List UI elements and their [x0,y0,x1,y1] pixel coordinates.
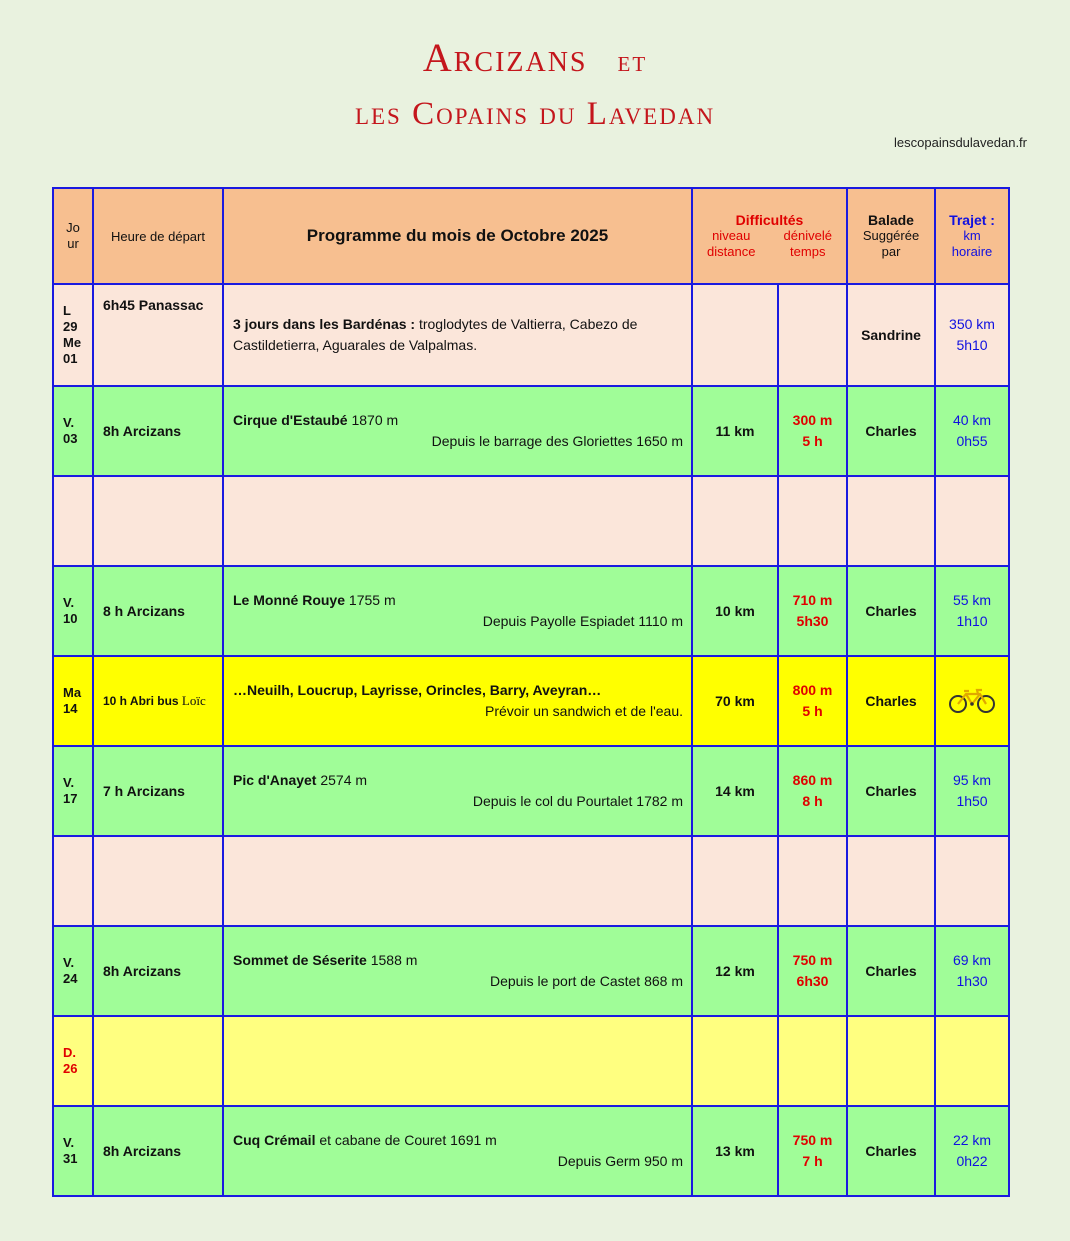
header-trajet-3: horaire [951,244,993,259]
balade-cell: Charles [847,746,935,836]
distance-cell: 13 km [692,1106,778,1196]
table-row [53,476,1009,566]
trajet-km: 69 km [952,952,992,968]
balade-cell: Charles [847,566,935,656]
title-et: et [617,45,648,78]
day-cell: V. 31 [53,1106,93,1196]
title-arcizans: Arcizans [422,35,588,80]
trajet-cell [935,1106,1009,1196]
denivele-cell [778,566,847,656]
temps-value: 8 h [802,793,823,809]
header-jour-1: Jo [66,220,80,235]
depart-cell [93,1016,223,1106]
depart-cell [93,476,223,566]
header-difficultes-label: Difficultés [735,212,804,228]
header-balade-3: par [881,244,901,259]
depart-cell: 8h Arcizans [93,1106,223,1196]
denivele-cell [778,1016,847,1106]
table-row [53,1106,1009,1196]
table-row [53,386,1009,476]
balade-cell: Sandrine [847,284,935,386]
day-cell: L 29 Me 01 [53,284,93,386]
trajet-cell [935,566,1009,656]
denivele-value: 800 m [792,682,833,698]
distance-cell [692,1016,778,1106]
denivele-cell [778,386,847,476]
table-row [53,656,1009,746]
denivele-value: 300 m [792,412,833,428]
header-trajet-2: km [963,228,981,243]
programme-detail: 1870 m [347,412,399,428]
header-difficultes [692,188,847,284]
programme-detail: 1588 m [366,952,418,968]
trajet-horaire: 1h30 [956,973,988,989]
programme-cell [223,476,692,566]
trajet-cell [935,386,1009,476]
programme-cell [223,1106,692,1196]
header-jour-2: ur [67,236,79,251]
depart-cell: 8h Arcizans [93,386,223,476]
depart-cell: 8 h Arcizans [93,566,223,656]
distance-cell [692,836,778,926]
trajet-km: 350 km [949,316,995,332]
denivele-value: 860 m [792,772,833,788]
depart-text: 10 h Abri bus [103,694,179,708]
programme-title: Pic d'Anayet [233,772,317,788]
day-cell: Ma 14 [53,656,93,746]
distance-cell: 10 km [692,566,778,656]
distance-cell: 11 km [692,386,778,476]
depart-cell: 7 h Arcizans [93,746,223,836]
denivele-cell [778,284,847,386]
distance-cell [692,476,778,566]
header-trajet [935,188,1009,284]
depart-cell: 8h Arcizans [93,926,223,1016]
distance-cell: 12 km [692,926,778,1016]
trajet-cell [935,656,1009,746]
table-row [53,566,1009,656]
balade-cell: Charles [847,656,935,746]
day-cell: V. 03 [53,386,93,476]
day-cell: V. 10 [53,566,93,656]
header-niveau: niveau [712,228,751,243]
denivele-value: 710 m [792,592,833,608]
temps-value: 5 h [802,703,823,719]
trajet-cell [935,284,1009,386]
trajet-horaire: 0h22 [956,1153,988,1169]
balade-cell: Charles [847,926,935,1016]
trajet-cell [935,1016,1009,1106]
trajet-km: 22 km [952,1132,992,1148]
title-subtitle: les Copains du Lavedan [354,96,716,132]
temps-value: 5 h [802,433,823,449]
header-depart: Heure de départ [93,188,223,284]
programme-cell [223,926,692,1016]
header-niveau-distance [707,228,755,260]
programme-start: Depuis Germ 950 m [557,1153,683,1169]
programme-cell [223,566,692,656]
program-table [52,187,1010,1197]
denivele-cell [778,476,847,566]
header-distance: distance [707,244,756,259]
programme-title: 3 jours dans les Bardénas : [233,316,416,332]
denivele-cell [778,656,847,746]
header-programme: Programme du mois de Octobre 2025 [223,188,692,284]
programme-cell [223,836,692,926]
distance-cell: 14 km [692,746,778,836]
programme-detail: troglodytes de Valtierra, Cabezo de Castildetierra, Aguarales de Valpalmas. [233,316,638,353]
balade-cell [847,476,935,566]
header-balade [847,188,935,284]
header-balade-2: Suggérée [862,228,920,243]
denivele-value: 750 m [792,1132,833,1148]
website-link[interactable]: lescopainsdulavedan.fr [894,135,1027,150]
programme-title: …Neuilh, Loucrup, Layrisse, Orincles, Barry, Aveyran… [233,682,602,698]
programme-cell [223,386,692,476]
denivele-cell [778,836,847,926]
table-row [53,926,1009,1016]
balade-cell: Charles [847,1106,935,1196]
header-balade-1: Balade [868,212,914,228]
table-row [53,1016,1009,1106]
programme-title: Cuq Crémail [233,1132,316,1148]
trajet-km: 95 km [952,772,992,788]
programme-cell [223,746,692,836]
programme-detail: 1755 m [345,592,396,608]
balade-cell [847,1016,935,1106]
day-cell [53,836,93,926]
bicycle-icon [948,686,996,714]
header-jour [53,188,93,284]
table-row [53,746,1009,836]
table-row [53,836,1009,926]
denivele-cell [778,746,847,836]
day-cell: D. 26 [53,1016,93,1106]
header-denivele-temps [784,228,832,260]
denivele-value: 750 m [792,952,833,968]
programme-start: Depuis le barrage des Gloriettes 1650 m [431,433,683,449]
temps-value: 6h30 [796,973,829,989]
programme-cell [223,656,692,746]
depart-cell [93,836,223,926]
programme-detail: et cabane de Couret 1691 m [315,1132,497,1148]
header-denivele: dénivelé [783,228,832,243]
balade-cell [847,836,935,926]
depart-cell [93,656,223,746]
trajet-horaire: 0h55 [956,433,988,449]
trajet-horaire: 1h50 [956,793,988,809]
temps-value: 7 h [802,1153,823,1169]
title-main [0,34,1070,81]
programme-start: Prévoir un sandwich et de l'eau. [484,703,683,719]
header-temps: temps [790,244,826,259]
programme-detail: 2574 m [316,772,368,788]
trajet-horaire: 5h10 [956,337,988,353]
denivele-cell [778,926,847,1016]
distance-cell [692,284,778,386]
trajet-km: 40 km [952,412,992,428]
programme-title: Le Monné Rouye [233,592,346,608]
programme-start: Depuis le port de Castet 868 m [490,973,683,989]
trajet-cell [935,746,1009,836]
programme-start: Depuis Payolle Espiadet 1110 m [482,613,683,629]
day-cell [53,476,93,566]
programme-start: Depuis le col du Pourtalet 1782 m [472,793,683,809]
header-row [53,188,1009,284]
trajet-km: 55 km [952,592,992,608]
trajet-cell [935,926,1009,1016]
day-cell: V. 17 [53,746,93,836]
trajet-cell [935,836,1009,926]
distance-cell: 70 km [692,656,778,746]
denivele-cell [778,1106,847,1196]
programme-cell [223,284,692,386]
programme-title: Cirque d'Estaubé [233,412,348,428]
trajet-horaire: 1h10 [956,613,988,629]
programme-cell [223,1016,692,1106]
temps-value: 5h30 [796,613,829,629]
programme-title: Sommet de Séserite [233,952,367,968]
day-cell: V. 24 [53,926,93,1016]
header-trajet-1: Trajet : [949,212,995,228]
balade-cell: Charles [847,386,935,476]
trajet-cell [935,476,1009,566]
depart-cell: 6h45 Panassac [93,284,223,386]
depart-extra: Loïc [181,693,206,708]
table-row [53,284,1009,386]
